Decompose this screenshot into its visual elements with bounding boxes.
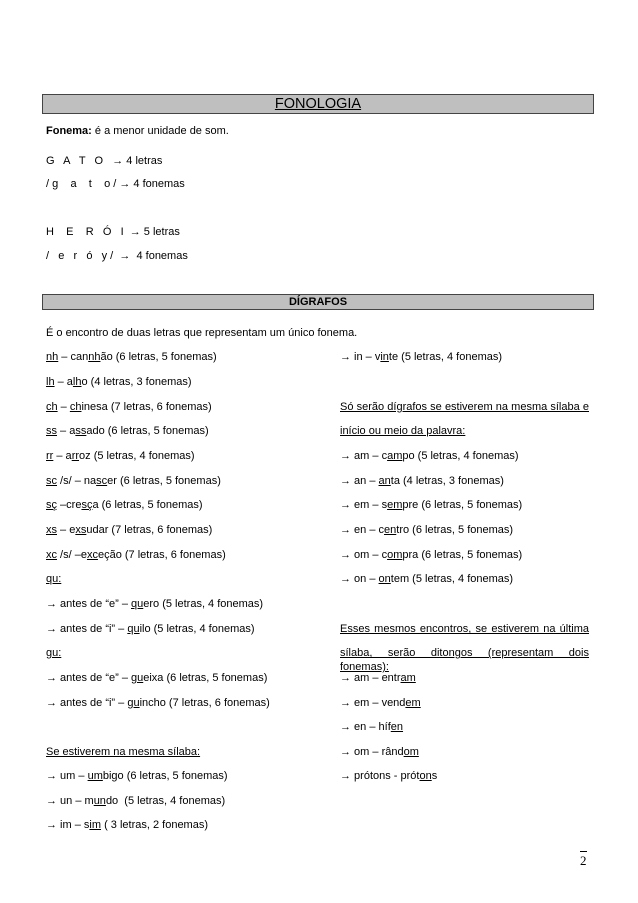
list-item: xc /s/ –exceção (7 letras, 6 fonemas) xyxy=(46,549,226,561)
note-digraphs-1: Só serão dígrafos se estiverem na mesma sílaba e xyxy=(340,401,589,413)
list-item: ch – chinesa (7 letras, 6 fonemas) xyxy=(46,401,212,413)
list-item: → en – hífen xyxy=(340,721,404,733)
gato-letters: G A T O → 4 letras xyxy=(46,155,163,167)
list-item: rr – arroz (5 letras, 4 fonemas) xyxy=(46,450,195,462)
note-diphthongs-1: Esses mesmos encontros, se estiverem na última xyxy=(340,623,589,635)
definition-text: é a menor unidade de som. xyxy=(91,125,229,137)
list-item: → on – ontem (5 letras, 4 fonemas) xyxy=(340,573,514,585)
section-header-digrafos xyxy=(42,294,594,310)
list-item: xs – exsudar (7 letras, 6 fonemas) xyxy=(46,524,213,536)
list-item: → am – campo (5 letras, 4 fonemas) xyxy=(340,450,519,462)
qu-heading: qu: xyxy=(46,573,62,585)
list-item: → antes de “e” – quero (5 letras, 4 fonemas) xyxy=(46,598,264,610)
section-title: DÍGRAFOS xyxy=(288,296,348,308)
list-item: → antes de “e” – gueixa (6 letras, 5 fonemas) xyxy=(46,672,268,684)
list-item: ss – assado (6 letras, 5 fonemas) xyxy=(46,425,209,437)
heroi-phonemes: / e r ó y / → 4 fonemas xyxy=(46,250,188,262)
list-item: → um – umbigo (6 letras, 5 fonemas) xyxy=(46,770,228,782)
fonema-definition xyxy=(46,124,229,138)
page-number: 2 xyxy=(580,853,587,868)
list-item: → am – entram xyxy=(340,672,416,684)
list-item: → in – vinte (5 letras, 4 fonemas) xyxy=(340,351,503,363)
list-item: → im – sim ( 3 letras, 2 fonemas) xyxy=(46,819,209,831)
list-item: → antes de “i” – quilo (5 letras, 4 fonemas) xyxy=(46,623,255,635)
note-digraphs-2: início ou meio da palavra: xyxy=(340,425,466,437)
list-item: → prótons - prótons xyxy=(340,770,438,782)
digrafos-intro: É o encontro de duas letras que representam um único fonema. xyxy=(46,327,358,339)
list-item: lh – alho (4 letras, 3 fonemas) xyxy=(46,376,192,388)
list-item: → en – centro (6 letras, 5 fonemas) xyxy=(340,524,514,536)
section-header-fonologia xyxy=(42,94,594,114)
same-syllable-heading: Se estiverem na mesma sílaba: xyxy=(46,746,201,758)
list-item: → om – compra (6 letras, 5 fonemas) xyxy=(340,549,523,561)
heroi-letters: H E R Ó I → 5 letras xyxy=(46,226,180,238)
list-item: nh – cannhão (6 letras, 5 fonemas) xyxy=(46,351,217,363)
list-item: sç –cresça (6 letras, 5 fonemas) xyxy=(46,499,203,511)
gato-phonemes: / g a t o / → 4 fonemas xyxy=(46,178,185,190)
list-item: → an – anta (4 letras, 3 fonemas) xyxy=(340,475,504,487)
note-diphthongs-2: sílaba, serão ditongos (representam dois fonemas): xyxy=(340,647,589,673)
list-item: → un – mundo (5 letras, 4 fonemas) xyxy=(46,795,226,807)
list-item: → em – vendem xyxy=(340,697,421,709)
list-item: sc /s/ – nascer (6 letras, 5 fonemas) xyxy=(46,475,221,487)
list-item: → om – rândom xyxy=(340,746,419,758)
gu-heading: gu: xyxy=(46,647,62,659)
list-item: → antes de “i” – guincho (7 letras, 6 fonemas) xyxy=(46,697,270,709)
list-item: → em – sempre (6 letras, 5 fonemas) xyxy=(340,499,523,511)
definition-term: Fonema: xyxy=(46,125,92,137)
section-title: FONOLOGIA xyxy=(274,96,362,112)
